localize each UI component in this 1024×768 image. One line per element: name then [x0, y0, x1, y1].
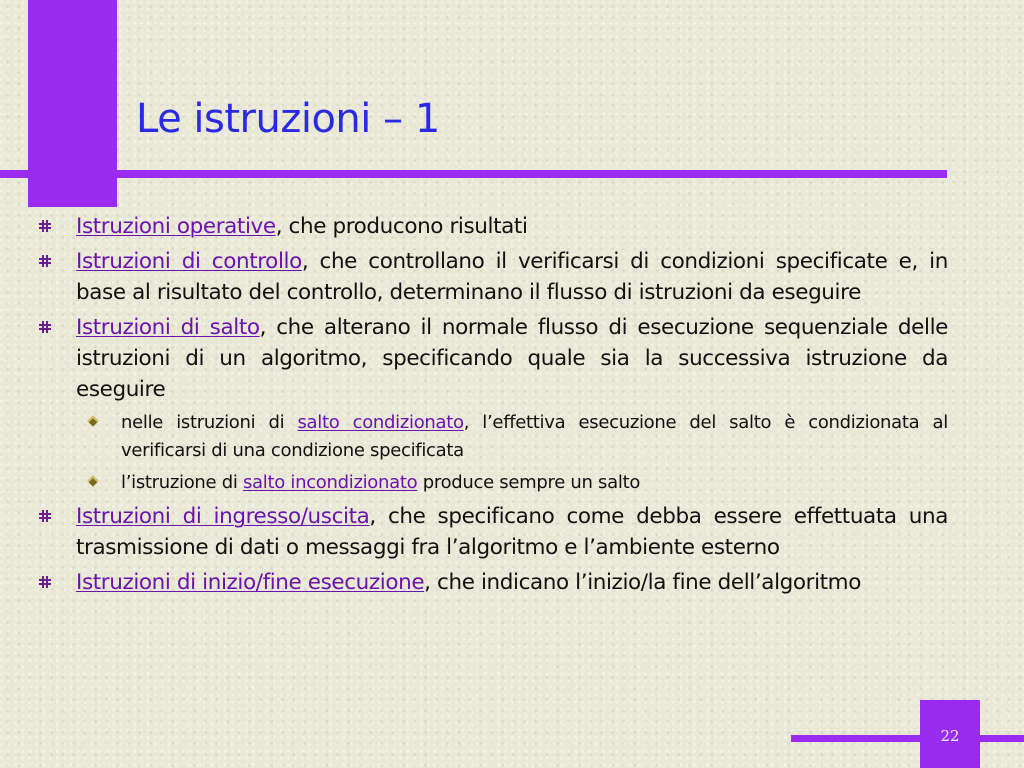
diamond-bullet-icon [87, 415, 98, 426]
square-bullet-icon [39, 576, 51, 588]
bullet-item [34, 501, 948, 563]
sub-bullet-term: salto condizionato [297, 412, 464, 433]
sub-bullet-term: salto incondizionato [242, 472, 418, 493]
page-number: 22 [940, 727, 960, 745]
square-bullet-icon [39, 321, 51, 333]
bullet-item [34, 567, 948, 598]
sub-bullet-text: nelle istruzioni di [121, 412, 298, 433]
bullet-term: Istruzioni di salto [76, 315, 260, 340]
sub-bullet-text: l’istruzione di [121, 472, 243, 493]
sub-bullet-item [121, 409, 948, 465]
bullet-term: Istruzioni operative [76, 214, 276, 239]
square-bullet-icon [39, 255, 51, 267]
sub-bullet-text: , l’effettiva esecuzione del salto è condizionata al verificarsi di una condizione specificata [121, 412, 948, 461]
bullet-term: Istruzioni di inizio/fine esecuzione [76, 570, 425, 595]
square-bullet-icon [39, 510, 51, 522]
bullet-text: , che specificano come debba essere effettuata una trasmissione di dati o messaggi fra l’algoritmo e l’ambiente esterno [76, 504, 948, 560]
bullet-text: , che indicano l’inizio/la fine dell’algoritmo [424, 570, 861, 595]
bullet-text: , che controllano il verificarsi di condizioni specificate e, in base al risultato del controllo, determinano il flusso di istruzioni da eseguire [76, 249, 948, 305]
bullet-item [34, 211, 948, 242]
footer-accent-rule [791, 735, 1024, 742]
bullet-term: Istruzioni di controllo [76, 249, 302, 274]
title-underline-rule [0, 170, 947, 178]
sub-bullet-text: produce sempre un salto [417, 472, 641, 493]
bullet-text: , che alterano il normale flusso di esecuzione sequenziale delle istruzioni di un algoritmo, specificando quale sia la successiva istruzione da eseguire [76, 315, 948, 402]
slide-title: Le istruzioni – 1 [136, 96, 440, 142]
bullet-item [34, 312, 948, 405]
diamond-bullet-icon [87, 475, 98, 486]
bullet-text: , che producono risultati [275, 214, 528, 239]
bullet-term: Istruzioni di ingresso/uscita [76, 504, 370, 529]
sub-bullet-item [121, 469, 948, 497]
bullet-item [34, 246, 948, 308]
slide-body [34, 211, 948, 602]
square-bullet-icon [39, 220, 51, 232]
